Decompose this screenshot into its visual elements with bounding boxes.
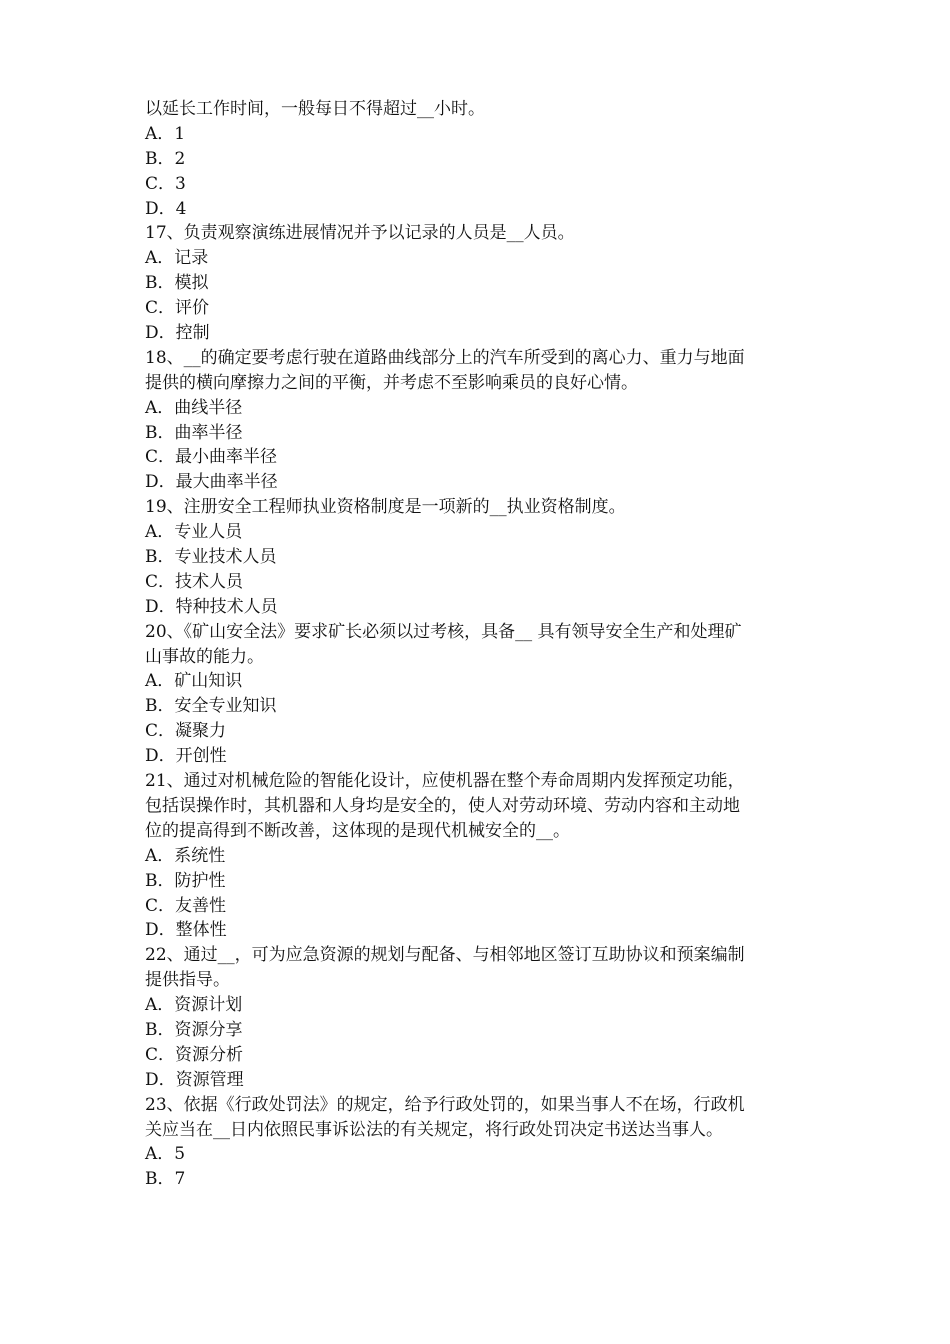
option-line: C．友善性 xyxy=(145,895,227,916)
question-line: 关应当在__日内依照民事诉讼法的有关规定，将行政处罚决定书送达当事人。 xyxy=(145,1119,723,1140)
question-line: 18、__的确定要考虑行驶在道路曲线部分上的汽车所受到的离心力、重力与地面 xyxy=(145,347,745,368)
option-line: B．曲率半径 xyxy=(145,422,243,443)
option-line: A．资源计划 xyxy=(145,995,243,1016)
option-line: B．2 xyxy=(145,148,186,169)
option-line: A．系统性 xyxy=(145,845,226,866)
option-line: C．评价 xyxy=(145,298,210,319)
question-line: 23、依据《行政处罚法》的规定，给予行政处罚的，如果当事人不在场，行政机 xyxy=(145,1094,745,1115)
option-line: A．曲线半径 xyxy=(145,397,243,418)
question-line: 21、通过对机械危险的智能化设计，应使机器在整个寿命周期内发挥预定功能， xyxy=(145,771,745,792)
option-line: D．开创性 xyxy=(145,746,227,767)
option-line: C．技术人员 xyxy=(145,571,244,592)
document-page xyxy=(145,97,825,1192)
option-line: A．记录 xyxy=(145,248,209,269)
option-line: D．最大曲率半径 xyxy=(145,472,278,493)
option-line: B．安全专业知识 xyxy=(145,696,277,717)
option-line: D．4 xyxy=(145,198,187,219)
option-line: C．3 xyxy=(145,173,186,194)
option-line: A．矿山知识 xyxy=(145,671,243,692)
option-line: A．5 xyxy=(145,1144,186,1165)
question-line: 山事故的能力。 xyxy=(145,646,264,667)
option-line: A．1 xyxy=(145,123,186,144)
option-line: C．资源分析 xyxy=(145,1044,244,1065)
text-line: 以延长工作时间，一般每日不得超过__小时。 xyxy=(145,99,485,119)
option-line: C．最小曲率半径 xyxy=(145,447,278,468)
option-line: D．控制 xyxy=(145,323,210,344)
option-line: B．模拟 xyxy=(145,273,209,294)
question-line: 位的提高得到不断改善，这体现的是现代机械安全的__。 xyxy=(145,820,570,841)
question-line: 17、负责观察演练进展情况并予以记录的人员是__人员。 xyxy=(145,223,575,244)
option-line: B．专业技术人员 xyxy=(145,547,277,568)
option-line: D．特种技术人员 xyxy=(145,596,278,617)
option-line: C．凝聚力 xyxy=(145,721,227,742)
question-line: 20、《矿山安全法》要求矿长必须以过考核，具备__ 具有领导安全生产和处理矿 xyxy=(145,621,742,642)
question-line: 19、注册安全工程师执业资格制度是一项新的__执业资格制度。 xyxy=(145,497,626,518)
question-line: 22、通过__，可为应急资源的规划与配备、与相邻地区签订互助协议和预案编制 xyxy=(145,945,745,966)
option-line: D．整体性 xyxy=(145,920,227,941)
option-line: B．防护性 xyxy=(145,870,226,891)
option-line: B．7 xyxy=(145,1169,186,1190)
option-line: D．资源管理 xyxy=(145,1069,244,1090)
option-line: A．专业人员 xyxy=(145,522,243,543)
question-line: 包括误操作时，其机器和人身均是安全的，使人对劳动环境、劳动内容和主动地 xyxy=(145,795,740,816)
question-line: 提供指导。 xyxy=(145,970,230,991)
option-line: B．资源分享 xyxy=(145,1019,243,1040)
question-line: 提供的横向摩擦力之间的平衡，并考虑不至影响乘员的良好心情。 xyxy=(145,372,638,393)
